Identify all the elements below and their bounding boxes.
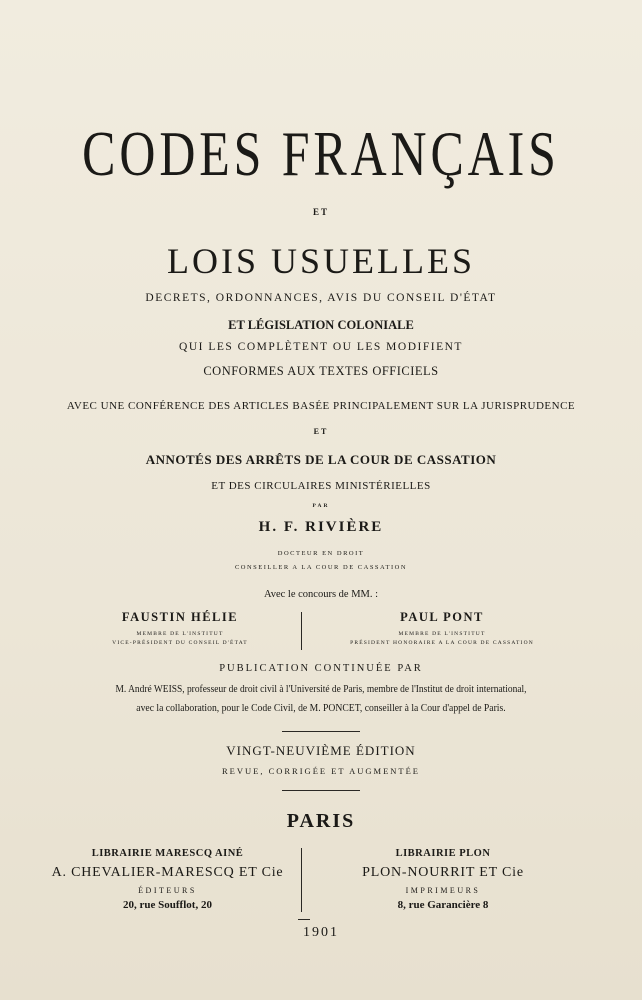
colonial-line: ET LÉGISLATION COLONIALE [228,318,414,332]
book-subtitle: LOIS USUELLES [167,241,475,281]
revue-line: REVUE, CORRIGÉE ET AUGMENTÉE [222,766,420,776]
weiss-line-2: avec la collaboration, pour le Code Civil, de M. PONCET, conseiller à la Cour d'appel de Paris. [136,703,506,714]
publisher-role: IMPRIMEURS [405,886,481,895]
collaborator-role: MEMBRE DE L'INSTITUT [136,631,224,637]
collaborator-role: VICE-PRÉSIDENT DU CONSEIL D'ÉTAT [112,640,248,646]
author-title-1: DOCTEUR EN DROIT [277,550,365,557]
conformes-line: CONFORMES AUX TEXTES OFFICIELS [203,364,439,378]
circulaires-line: ET DES CIRCULAIRES MINISTÉRIELLES [211,480,431,492]
year-rule [298,919,310,920]
conjunction-et-2: ET [313,427,329,436]
annotes-line: ANNOTÉS DES ARRÊTS DE LA COUR DE CASSATION [145,452,497,467]
publisher-role: ÉDITEURS [138,886,197,895]
edition-line: VINGT-NEUVIÈME ÉDITION [226,743,416,758]
publisher-address: 20, rue Soufflot, 20 [123,899,212,911]
publication-year: 1901 [303,925,339,940]
publisher-firm: PLON-NOURRIT ET Cie [362,865,524,880]
concours-line: Avec le concours de MM. : [263,589,379,600]
collaborator-name: FAUSTIN HÉLIE [121,610,239,624]
publisher-house: LIBRAIRIE PLON [395,848,491,859]
rule-bottom [282,790,360,791]
publication-continuee: PUBLICATION CONTINUÉE PAR [219,663,423,674]
publisher-right [308,848,578,911]
conjunction-et: ET [312,207,329,217]
completent-line: QUI LES COMPLÈTENT OU LES MODIFIENT [179,341,463,353]
book-title: CODES FRANÇAIS [82,118,560,189]
publisher-firm: A. CHEVALIER-MARESCQ ET Cie [51,865,284,880]
author-name: H. F. RIVIÈRE [258,519,384,535]
par-label: PAR [312,503,330,509]
collaborator-left [60,610,300,646]
collaborator-role: PRÉSIDENT HONORAIRE A LA COUR DE CASSATION [350,640,534,646]
rule-top [282,731,360,732]
publisher-house: LIBRAIRIE MARESCQ AINÉ [91,848,244,859]
publisher-address: 8, rue Garancière 8 [397,899,489,911]
publisher-left [40,848,295,911]
collaborator-name: PAUL PONT [400,610,484,624]
collaborator-role: MEMBRE DE L'INSTITUT [398,631,486,637]
decrets-line: DECRETS, ORDONNANCES, AVIS DU CONSEIL D'ÉTAT [145,292,497,304]
author-title-2: CONSEILLER A LA COUR DE CASSATION [234,564,408,571]
conference-line: AVEC UNE CONFÉRENCE DES ARTICLES BASÉE PRINCIPALEMENT SUR LA JURISPRUDENCE [66,400,576,412]
weiss-line-1: M. André WEISS, professeur de droit civil à l'Université de Paris, membre de l'Institut de droit international, [115,684,527,695]
city: PARIS [286,810,356,832]
publisher-divider [301,848,302,912]
collaborator-right [302,610,582,646]
